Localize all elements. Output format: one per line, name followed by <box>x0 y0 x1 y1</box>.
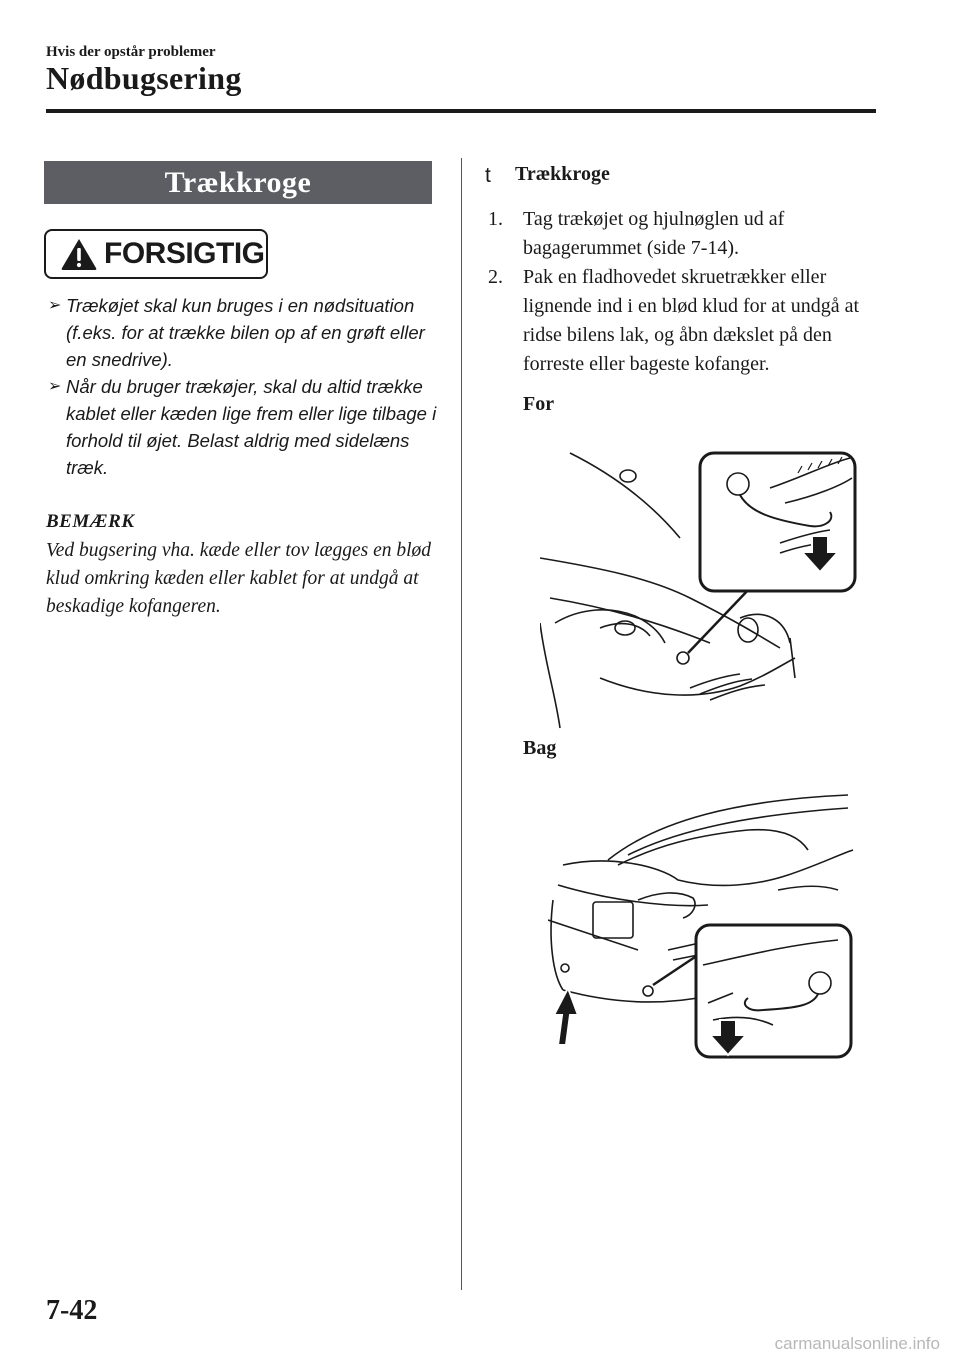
front-bumper-illustration <box>540 448 860 733</box>
step-text: Tag trækøjet og hjulnøglen ud af bagagerummet (side 7-14). <box>523 208 785 259</box>
chapter-title: Hvis der opstår problemer <box>46 44 216 60</box>
step-item <box>482 205 882 263</box>
caution-item-text: Når du bruger trækøjer, skal du altid trække kablet eller kæden lige frem eller lige tilbage i forhold til øjet. Belast aldrig med sidelæns træk. <box>66 376 437 478</box>
caution-label: FORSIGTIG <box>104 237 265 270</box>
steps-list <box>482 205 882 379</box>
column-divider <box>461 158 462 1290</box>
step-number: 1. <box>488 208 503 230</box>
caution-list <box>48 292 444 481</box>
rear-bumper-illustration <box>548 790 858 1065</box>
note-title: BEMÆRK <box>46 511 135 532</box>
subsection-heading: Trækkroge <box>515 163 610 185</box>
warning-triangle-icon <box>60 237 98 271</box>
arrow-bullet-icon: ➢ <box>48 378 62 395</box>
front-figure-label: For <box>523 393 555 415</box>
watermark: carmanualsonline.info <box>774 1334 940 1353</box>
step-number: 2. <box>488 266 503 288</box>
section-banner: Trækkroge <box>44 161 432 204</box>
page-title: Nødbugsering <box>46 60 242 96</box>
step-item <box>482 263 882 379</box>
caution-item <box>48 292 444 373</box>
caution-item-text: Trækøjet skal kun bruges i en nødsituation (f.eks. for at trække bilen op af en grøft eller en snedrive). <box>66 295 425 370</box>
caution-item <box>48 373 444 481</box>
page-number: 7-42 <box>46 1295 98 1326</box>
rear-figure-label: Bag <box>523 737 557 759</box>
arrow-bullet-icon: ➢ <box>48 297 62 314</box>
step-text: Pak en fladhovedet skruetrækker eller lignende ind i en blød klud for at undgå at ridse bilens lak, og åbn dækslet på den forreste eller bageste kofanger. <box>523 266 860 375</box>
title-rule <box>46 109 876 113</box>
caution-box <box>44 229 268 279</box>
subsection-marker: t <box>485 164 491 187</box>
note-text: Ved bugsering vha. kæde eller tov lægges en blød klud omkring kæden eller kablet for at undgå at beskadige kofangeren. <box>46 540 432 617</box>
